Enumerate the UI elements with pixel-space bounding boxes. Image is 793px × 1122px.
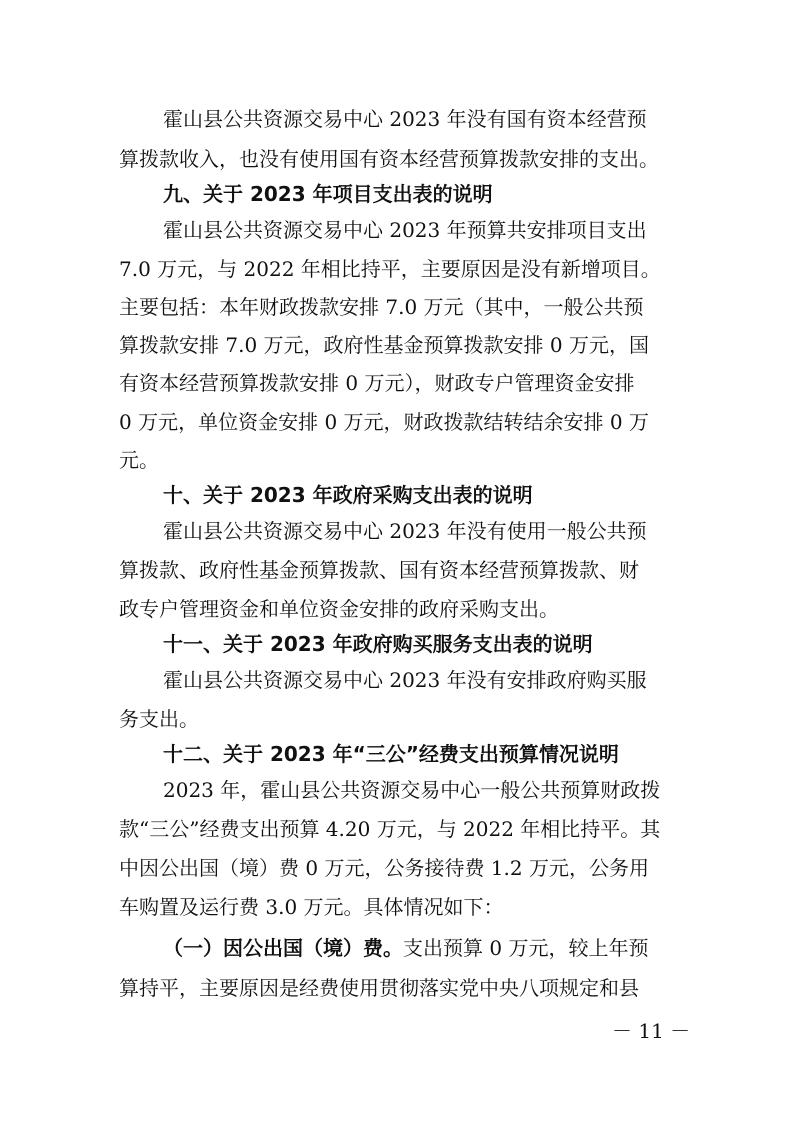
page-number: － 11 － — [612, 1019, 691, 1043]
paragraph-line: 算持平，主要原因是经费使用贯彻落实党中央八项规定和县 — [119, 976, 639, 1000]
paragraph-line: 0 万元，单位资金安排 0 万元，财政拨款结转结余安排 0 万 — [119, 410, 649, 434]
paragraph-line: 2023 年，霍山县公共资源交易中心一般公共预算财政拨 — [163, 778, 661, 802]
paragraph-line: 霍山县公共资源交易中心 2023 年没有使用一般公共预 — [163, 519, 647, 543]
paragraph-line: 霍山县公共资源交易中心 2023 年没有安排政府购买服 — [163, 668, 647, 692]
paragraph-line: 有资本经营预算拨款安排 0 万元），财政专户管理资金安排 — [119, 371, 635, 395]
paragraph-line: 政专户管理资金和单位资金安排的政府采购支出。 — [119, 597, 559, 621]
paragraph-line: 7.0 万元，与 2022 年相比持平，主要原因是没有新增项目。 — [119, 257, 661, 281]
paragraph-line: 主要包括：本年财政拨款安排 7.0 万元（其中，一般公共预 — [119, 295, 644, 319]
section-heading-9: 九、关于 2023 年项目支出表的说明 — [163, 182, 493, 206]
paragraph-text: 支出预算 0 万元，较上年预 — [403, 936, 649, 960]
paragraph-line: 算拨款安排 7.0 万元，政府性基金预算拨款安排 0 万元，国 — [119, 333, 649, 357]
paragraph-line: 算拨款收入，也没有使用国有资本经营预算拨款安排的支出。 — [119, 147, 659, 171]
subsection-heading-1: （一）因公出国（境）费。 — [163, 936, 403, 960]
paragraph-line: 霍山县公共资源交易中心 2023 年预算共安排项目支出 — [163, 218, 647, 242]
paragraph-line: 元。 — [119, 448, 159, 472]
paragraph-line: 霍山县公共资源交易中心 2023 年没有国有资本经营预 — [163, 107, 647, 131]
section-heading-12: 十二、关于 2023 年“三公”经费支出预算情况说明 — [163, 742, 619, 766]
paragraph-line — [163, 936, 679, 960]
paragraph-line: 款“三公”经费支出预算 4.20 万元，与 2022 年相比持平。其 — [119, 817, 661, 841]
section-heading-10: 十、关于 2023 年政府采购支出表的说明 — [163, 483, 533, 507]
paragraph-line: 中因公出国（境）费 0 万元，公务接待费 1.2 万元，公务用 — [119, 856, 649, 880]
paragraph-line: 务支出。 — [119, 707, 199, 731]
paragraph-line: 算拨款、政府性基金预算拨款、国有资本经营预算拨款、财 — [119, 558, 639, 582]
section-heading-11: 十一、关于 2023 年政府购买服务支出表的说明 — [163, 632, 593, 656]
paragraph-line: 车购置及运行费 3.0 万元。具体情况如下： — [119, 895, 504, 919]
